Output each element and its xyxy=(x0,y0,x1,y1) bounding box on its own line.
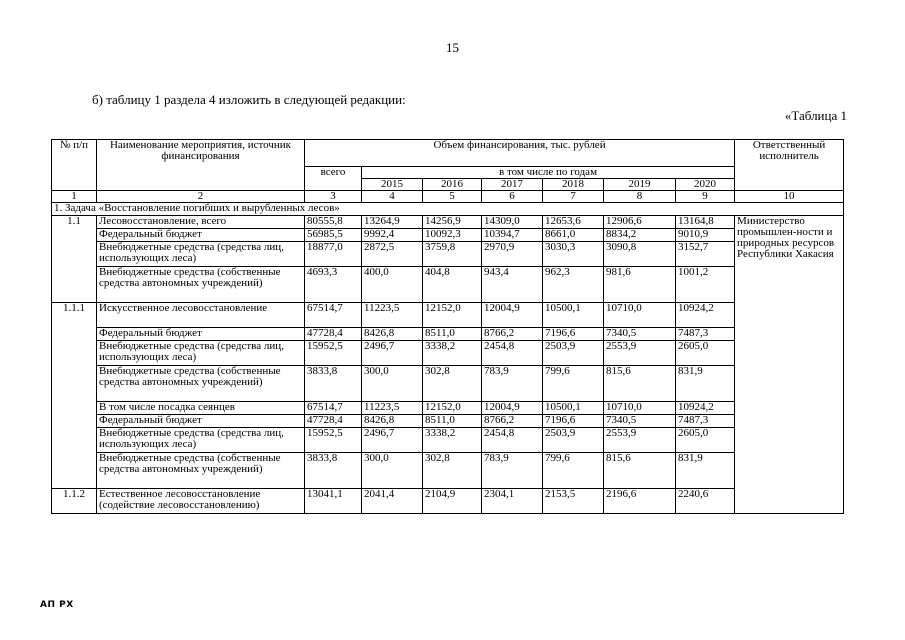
row-year-value: 7487,3 xyxy=(676,415,735,428)
header-year: 2019 xyxy=(604,179,676,191)
header-year: 2017 xyxy=(482,179,543,191)
row-year-value: 7196,6 xyxy=(543,328,604,341)
row-year-value: 8661,0 xyxy=(543,229,604,242)
row-year-value: 10500,1 xyxy=(543,402,604,415)
row-year-value: 10924,2 xyxy=(676,303,735,328)
row-year-value: 2240,6 xyxy=(676,489,735,514)
row-year-value: 3152,7 xyxy=(676,242,735,267)
row-year-value: 815,6 xyxy=(604,453,676,489)
table-body xyxy=(52,216,844,514)
row-total: 3833,8 xyxy=(305,366,362,402)
column-index: 5 xyxy=(423,191,482,203)
row-year-value: 943,4 xyxy=(482,267,543,303)
row-year-value: 2553,9 xyxy=(604,341,676,366)
row-year-value: 12653,6 xyxy=(543,216,604,229)
row-year-value: 7340,5 xyxy=(604,328,676,341)
row-year-value: 302,8 xyxy=(423,366,482,402)
column-index: 2 xyxy=(97,191,305,203)
row-year-value: 12906,6 xyxy=(604,216,676,229)
row-year-value: 13264,9 xyxy=(362,216,423,229)
responsible-executor: Министерство промышлен-ности и природных ресурсов Республики Хакасия xyxy=(735,216,844,514)
row-year-value: 3338,2 xyxy=(423,341,482,366)
row-year-value: 2503,9 xyxy=(543,341,604,366)
row-year-value: 1001,2 xyxy=(676,267,735,303)
row-total: 67514,7 xyxy=(305,402,362,415)
row-year-value: 7487,3 xyxy=(676,328,735,341)
row-name: Внебюджетные средства (средства лиц, использующих леса) xyxy=(97,341,305,366)
row-year-value: 799,6 xyxy=(543,453,604,489)
row-year-value: 3030,3 xyxy=(543,242,604,267)
row-year-value: 10500,1 xyxy=(543,303,604,328)
table-row xyxy=(52,229,844,242)
row-year-value: 10710,0 xyxy=(604,402,676,415)
row-year-value: 9010,9 xyxy=(676,229,735,242)
column-index: 4 xyxy=(362,191,423,203)
row-name: Искусственное лесовосстановление xyxy=(97,303,305,328)
row-year-value: 981,6 xyxy=(604,267,676,303)
row-total: 67514,7 xyxy=(305,303,362,328)
row-year-value: 14309,0 xyxy=(482,216,543,229)
row-year-value: 783,9 xyxy=(482,366,543,402)
row-name: Внебюджетные средства (собственные средства автономных учреждений) xyxy=(97,267,305,303)
column-index: 10 xyxy=(735,191,844,203)
table-row xyxy=(52,267,844,303)
row-year-value: 2872,5 xyxy=(362,242,423,267)
row-year-value: 8511,0 xyxy=(423,328,482,341)
row-year-value: 962,3 xyxy=(543,267,604,303)
row-year-value: 8511,0 xyxy=(423,415,482,428)
row-year-value: 10924,2 xyxy=(676,402,735,415)
row-year-value: 400,0 xyxy=(362,267,423,303)
row-year-value: 10710,0 xyxy=(604,303,676,328)
row-year-value: 831,9 xyxy=(676,366,735,402)
row-year-value: 799,6 xyxy=(543,366,604,402)
row-year-value: 300,0 xyxy=(362,366,423,402)
column-index: 3 xyxy=(305,191,362,203)
column-index: 1 xyxy=(52,191,97,203)
row-name: Естественное лесовосстановление (содействие лесовосстановлению) xyxy=(97,489,305,514)
row-year-value: 3759,8 xyxy=(423,242,482,267)
table-row xyxy=(52,453,844,489)
row-year-value: 11223,5 xyxy=(362,402,423,415)
row-name: Внебюджетные средства (средства лиц, использующих леса) xyxy=(97,428,305,453)
table-row xyxy=(52,303,844,328)
row-year-value: 2970,9 xyxy=(482,242,543,267)
row-total: 47728,4 xyxy=(305,415,362,428)
row-name: Внебюджетные средства (собственные средства автономных учреждений) xyxy=(97,366,305,402)
row-year-value: 12152,0 xyxy=(423,303,482,328)
table-row xyxy=(52,366,844,402)
row-total: 47728,4 xyxy=(305,328,362,341)
row-year-value: 7340,5 xyxy=(604,415,676,428)
row-year-value: 9992,4 xyxy=(362,229,423,242)
header-year: 2016 xyxy=(423,179,482,191)
row-year-value: 8426,8 xyxy=(362,415,423,428)
header-year: 2020 xyxy=(676,179,735,191)
table-row xyxy=(52,216,844,229)
row-name: В том числе посадка сеянцев xyxy=(97,402,305,415)
row-name: Внебюджетные средства (средства лиц, использующих леса) xyxy=(97,242,305,267)
table-row xyxy=(52,415,844,428)
header-name: Наименование мероприятия, источник финансирования xyxy=(97,140,305,191)
table-row xyxy=(52,328,844,341)
intro-text: б) таблицу 1 раздела 4 изложить в следующей редакции: xyxy=(92,92,406,107)
column-index: 9 xyxy=(676,191,735,203)
row-year-value: 12004,9 xyxy=(482,303,543,328)
row-year-value: 2153,5 xyxy=(543,489,604,514)
row-year-value: 815,6 xyxy=(604,366,676,402)
row-year-value: 404,8 xyxy=(423,267,482,303)
row-name: Федеральный бюджет xyxy=(97,328,305,341)
row-year-value: 2553,9 xyxy=(604,428,676,453)
row-total: 15952,5 xyxy=(305,341,362,366)
row-number: 1.1.1 xyxy=(52,303,97,489)
row-year-value: 302,8 xyxy=(423,453,482,489)
row-year-value: 10394,7 xyxy=(482,229,543,242)
header-year: 2018 xyxy=(543,179,604,191)
row-year-value: 14256,9 xyxy=(423,216,482,229)
row-year-value: 2454,8 xyxy=(482,428,543,453)
row-year-value: 2605,0 xyxy=(676,341,735,366)
header-year: 2015 xyxy=(362,179,423,191)
row-name: Федеральный бюджет xyxy=(97,415,305,428)
table-row xyxy=(52,428,844,453)
table-row xyxy=(52,341,844,366)
row-year-value: 3090,8 xyxy=(604,242,676,267)
row-year-value: 11223,5 xyxy=(362,303,423,328)
financing-table xyxy=(51,139,844,514)
header-num: № п/п xyxy=(52,140,97,191)
row-year-value: 7196,6 xyxy=(543,415,604,428)
table-row xyxy=(52,489,844,514)
row-year-value: 2496,7 xyxy=(362,341,423,366)
row-year-value: 2605,0 xyxy=(676,428,735,453)
row-year-value: 8426,8 xyxy=(362,328,423,341)
row-name: Федеральный бюджет xyxy=(97,229,305,242)
row-total: 56985,5 xyxy=(305,229,362,242)
table-row xyxy=(52,402,844,415)
row-name: Внебюджетные средства (собственные средства автономных учреждений) xyxy=(97,453,305,489)
row-year-value: 8834,2 xyxy=(604,229,676,242)
row-year-value: 12152,0 xyxy=(423,402,482,415)
column-index: 8 xyxy=(604,191,676,203)
row-number: 1.1 xyxy=(52,216,97,303)
row-total: 15952,5 xyxy=(305,428,362,453)
row-year-value: 2503,9 xyxy=(543,428,604,453)
column-index: 7 xyxy=(543,191,604,203)
row-year-value: 2496,7 xyxy=(362,428,423,453)
header-responsible: Ответственный исполнитель xyxy=(735,140,844,191)
row-number: 1.1.2 xyxy=(52,489,97,514)
header-by-year: в том числе по годам xyxy=(362,167,735,179)
header-total: всего xyxy=(305,167,362,191)
row-year-value: 10092,3 xyxy=(423,229,482,242)
header-volume: Объем финансирования, тыс. рублей xyxy=(305,140,735,167)
row-year-value: 8766,2 xyxy=(482,415,543,428)
row-year-value: 2454,8 xyxy=(482,341,543,366)
page-number: 15 xyxy=(446,40,459,55)
row-year-value: 2041,4 xyxy=(362,489,423,514)
row-total: 13041,1 xyxy=(305,489,362,514)
row-year-value: 300,0 xyxy=(362,453,423,489)
row-year-value: 783,9 xyxy=(482,453,543,489)
row-year-value: 831,9 xyxy=(676,453,735,489)
section-title: 1. Задача «Восстановление погибших и вырубленных лесов» xyxy=(52,203,844,216)
row-year-value: 12004,9 xyxy=(482,402,543,415)
table-caption: «Таблица 1 xyxy=(784,108,847,123)
table-row xyxy=(52,242,844,267)
row-year-value: 13164,8 xyxy=(676,216,735,229)
row-year-value: 8766,2 xyxy=(482,328,543,341)
column-index: 6 xyxy=(482,191,543,203)
row-total: 4693,3 xyxy=(305,267,362,303)
row-year-value: 2104,9 xyxy=(423,489,482,514)
row-name: Лесовосстановление, всего xyxy=(97,216,305,229)
row-year-value: 3338,2 xyxy=(423,428,482,453)
row-year-value: 2196,6 xyxy=(604,489,676,514)
footer-mark: АП РХ xyxy=(40,600,74,610)
row-year-value: 2304,1 xyxy=(482,489,543,514)
row-total: 18877,0 xyxy=(305,242,362,267)
row-total: 80555,8 xyxy=(305,216,362,229)
row-total: 3833,8 xyxy=(305,453,362,489)
